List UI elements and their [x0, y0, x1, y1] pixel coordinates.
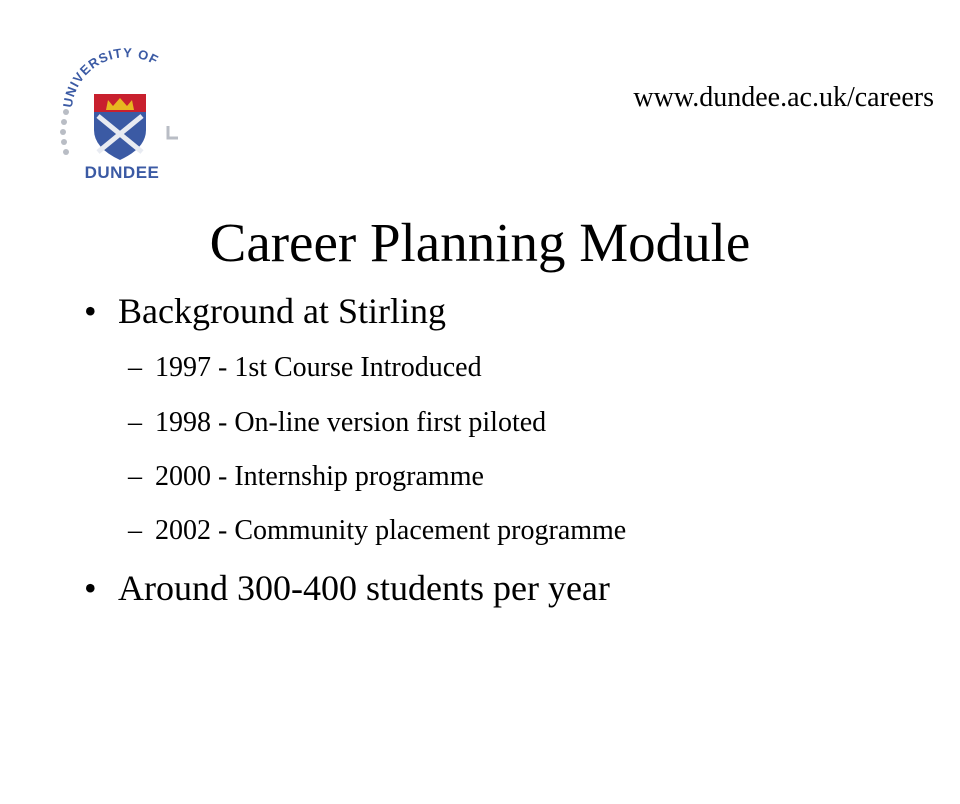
- logo-dots: [60, 109, 69, 155]
- subitem-marker: –: [128, 515, 142, 546]
- logo-side-mark: [168, 126, 178, 138]
- subitem-marker: –: [128, 461, 142, 492]
- bullet-background: [84, 289, 446, 333]
- subitem-text: 2002 - Community placement programme: [155, 515, 627, 546]
- subitem-marker: –: [128, 407, 142, 438]
- bullet-text: Background at Stirling: [118, 291, 446, 331]
- subitem-text: 2000 - Internship programme: [155, 461, 484, 492]
- shield-icon: [94, 94, 146, 160]
- subitem-text: 1997 - 1st Course Introduced: [155, 352, 482, 383]
- bullet-students-per-year: [84, 566, 610, 610]
- subitem-2000: [128, 459, 484, 495]
- subitem-marker: –: [128, 352, 142, 383]
- bullet-marker: •: [84, 568, 97, 608]
- university-of-dundee-logo: [50, 40, 200, 190]
- subitem-1997: [128, 350, 482, 386]
- subitem-2002: [128, 513, 626, 549]
- careers-url[interactable]: www.dundee.ac.uk/careers: [633, 82, 934, 113]
- slide-title: Career Planning Module: [209, 212, 751, 273]
- logo-arc-text: UNIVERSITY OF: [59, 45, 162, 109]
- bullet-marker: •: [84, 291, 97, 331]
- bullet-text: Around 300-400 students per year: [118, 568, 610, 608]
- subitem-text: 1998 - On-line version first piloted: [155, 407, 547, 438]
- logo-bottom-text: DUNDEE: [84, 163, 160, 182]
- subitem-1998: [128, 405, 546, 441]
